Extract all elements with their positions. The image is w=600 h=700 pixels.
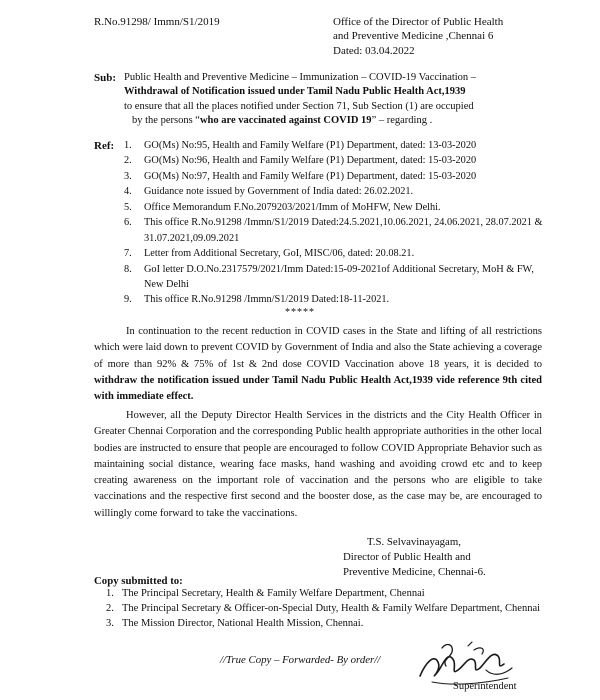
subject-line-4-prefix: by the persons “ <box>132 115 200 127</box>
body-paragraph-1-text: In continuation to the recent reduction in COVID cases in the State and lifting of all restrictions which were laid down to prevent COVID by Government of India and also the State achieving a coverage of more than 92% & 75% of 1st & 2nd dose COVID Vaccination above 18 years, it is decided to <box>94 326 542 370</box>
copy-recipient-number-1: 1. <box>106 588 114 599</box>
reference-text-1: GO(Ms) No:95, Health and Family Welfare (P1) Department, dated: 13-03-2020 <box>144 140 477 151</box>
reference-text-6: This office R.No.91298 /Immn/S1/2019 Dated:24.5.2021,10.06.2021, 24.06.2021, 28.07.2021 & 31.07.2021,09.09.2021 <box>144 217 543 244</box>
reference-text-8: GoI letter D.O.No.2317579/2021/Imm Dated:15-09-2021of Additional Secretary, MoH & FW, New Delhi <box>144 263 534 290</box>
copy-recipient-item <box>106 602 546 616</box>
reference-number-9: 9. <box>124 294 132 306</box>
subject-line-4-suffix: ” – regarding . <box>371 115 433 127</box>
section-separator: ***** <box>285 307 315 318</box>
copy-recipient-text-3: The Mission Director, National Health Mission, Chennai. <box>122 618 364 630</box>
reference-number: R.No.91298/ Immn/S1/2019 <box>94 16 220 28</box>
office-address-block <box>333 15 593 58</box>
office-line-1: Office of the Director of Public Health <box>333 16 504 28</box>
copy-recipient-number-2: 2. <box>106 603 114 615</box>
reference-number-2: 2. <box>124 155 132 167</box>
reference-text-5: Office Memorandum F.No.2079203/2021/Imm of MoHFW, New Delhi. <box>144 201 441 213</box>
copy-recipient-text-1: The Principal Secretary, Health & Family Welfare Department, Chennai <box>122 588 425 599</box>
body-paragraph-1-bold: withdraw the notification issued under Tamil Nadu Public Health Act,1939 vide reference 9th cited with immediate effect. <box>94 374 542 403</box>
copy-submitted-label: Copy submitted to: <box>94 575 183 587</box>
copy-recipient-item <box>106 617 546 631</box>
reference-number-7: 7. <box>124 248 132 260</box>
subject-line-3: to ensure that all the places notified under Section 71, Sub Section (1) are occupied <box>124 100 474 112</box>
reference-text-3: GO(Ms) No:97, Health and Family Welfare (P1) Department, dated: 15-03-2020 <box>144 170 477 182</box>
copy-recipient-number-3: 3. <box>106 618 114 630</box>
reference-item <box>124 262 544 293</box>
reference-text-2: GO(Ms) No:96, Health and Family Welfare (P1) Department, dated: 15-03-2020 <box>144 155 477 167</box>
signatory-name: T.S. Selvavinayagam, <box>367 536 461 548</box>
subject-line-4 <box>124 114 554 128</box>
body-paragraph-2: However, all the Deputy Director Health Services in the districts and the City Health Officer in Greater Chennai Corporation and the corresponding Public health appropriate authorities in the other local bodies are instructed to ensure that people are encouraged to follow COVID Appropriate Behavior such as maintaining social distance, wearing face masks, hand washing and avoiding crowd etc and to keep creating awareness on the important role of vaccination and the persons who are eligible to take vaccinations and the respective first second and the booster dose, as the case may be, are encouraged to willingly come forward to take the vaccinations. <box>94 410 542 519</box>
reference-item <box>124 138 544 153</box>
reference-item <box>124 215 544 246</box>
reference-text-7: Letter from Additional Secretary, GoI, MISC/06, dated: 20.08.21. <box>144 248 415 260</box>
reference-number-1: 1. <box>124 140 132 151</box>
reference-text-4: Guidance note issued by Government of India dated: 26.02.2021. <box>144 186 414 198</box>
subject-block <box>124 71 554 129</box>
date-line: Dated: 03.04.2022 <box>333 44 415 57</box>
reference-number-5: 5. <box>124 201 132 213</box>
body-paragraph-1 <box>94 324 542 405</box>
reference-number-6: 6. <box>124 217 132 229</box>
reference-number-3: 3. <box>124 170 132 182</box>
copy-recipient-text-2: The Principal Secretary & Officer-on-Special Duty, Health & Family Welfare Department, Chennai <box>122 603 541 615</box>
reference-item <box>124 169 544 184</box>
reference-item <box>124 246 544 261</box>
office-line-2: and Preventive Medicine ,Chennai 6 <box>333 30 494 43</box>
copy-recipient-item <box>106 587 546 601</box>
reference-item <box>124 184 544 199</box>
reference-text-9: This office R.No.91298 /Immn/S1/2019 Dated:18-11-2021. <box>144 294 390 306</box>
true-copy-line: //True Copy – Forwarded- By order// <box>220 654 381 666</box>
signatory-title-1: Director of Public Health and <box>343 551 471 564</box>
references-list <box>124 138 544 308</box>
copy-recipients-list <box>106 587 546 633</box>
subject-line-1: Public Health and Preventive Medicine – Immunization – COVID-19 Vaccination – <box>124 72 477 83</box>
subject-label: Sub: <box>94 72 117 84</box>
reference-number-4: 4. <box>124 186 132 198</box>
superintendent-label: Superintendent <box>453 681 517 692</box>
signatory-title-2: Preventive Medicine, Chennai-6. <box>343 566 486 579</box>
subject-line-4-bold: who are vaccinated against COVID 19 <box>199 115 372 127</box>
reference-item <box>124 200 544 215</box>
signature-block <box>343 535 486 580</box>
references-label: Ref: <box>94 140 115 152</box>
reference-item <box>124 153 544 168</box>
subject-line-2: Withdrawal of Notification issued under Tamil Nadu Public Health Act,1939 <box>124 86 466 98</box>
reference-number-8: 8. <box>124 263 132 275</box>
